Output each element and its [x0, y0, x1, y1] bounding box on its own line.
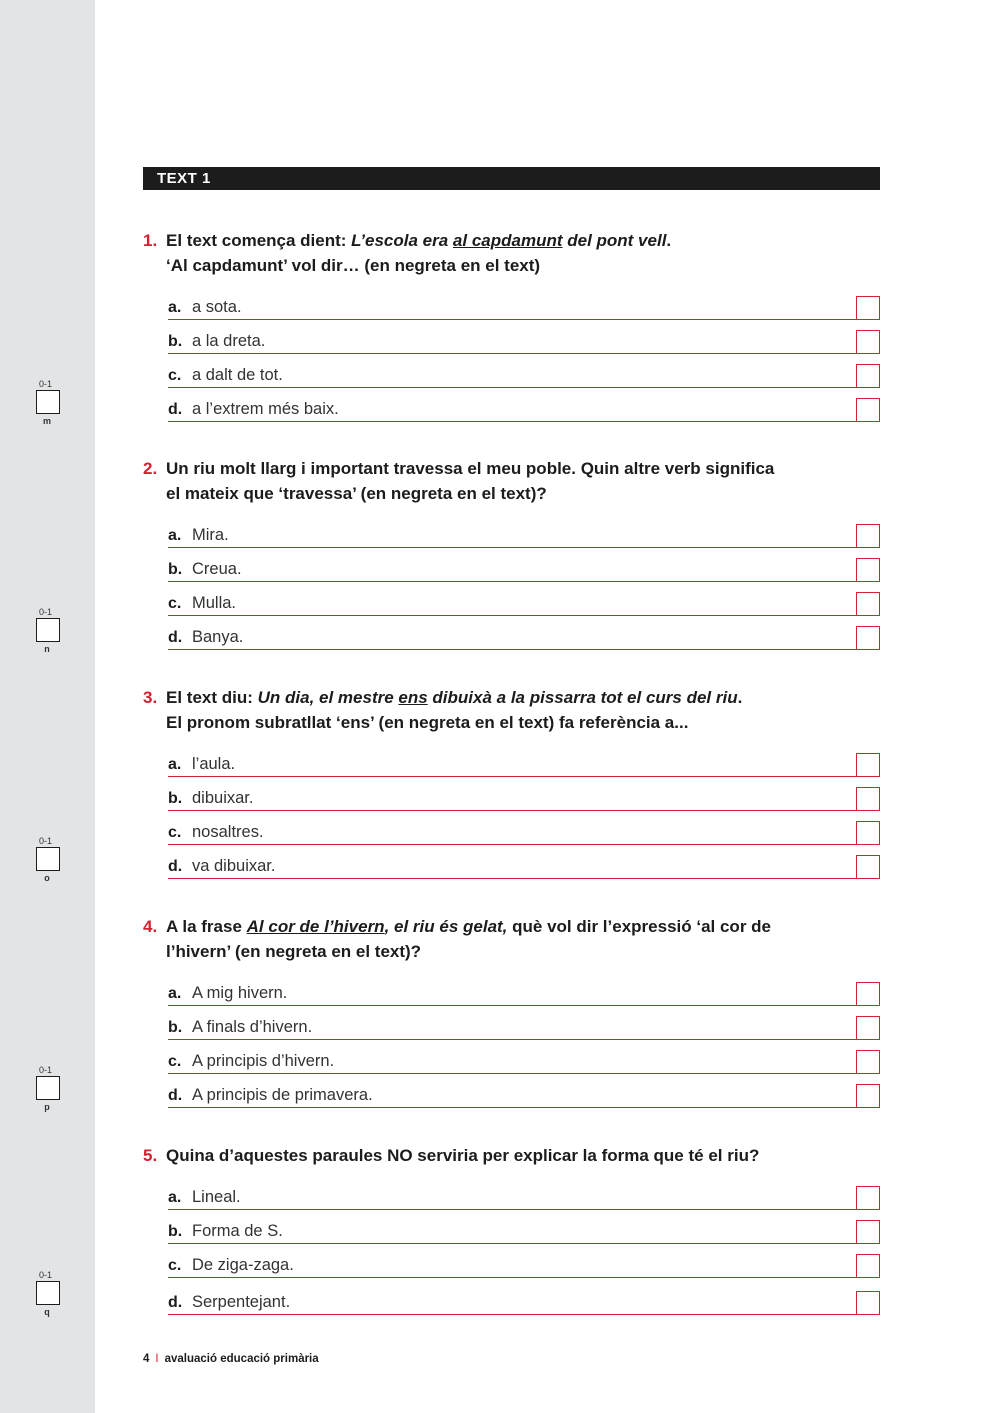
answer-checkbox[interactable]	[856, 558, 880, 582]
score-box-m	[34, 378, 62, 426]
score-code: q	[44, 1307, 50, 1317]
question-text	[143, 914, 880, 964]
option-text: A finals d’hivern.	[192, 1018, 313, 1036]
option-b	[168, 320, 880, 354]
option-c	[168, 354, 880, 388]
question-text	[143, 685, 880, 735]
answer-checkbox[interactable]	[856, 787, 880, 811]
option-letter: d.	[168, 629, 183, 646]
option-letter: b.	[168, 1019, 183, 1036]
question-text-line2: El pronom subratllat ‘ens’ (en negreta en el text) fa referència a...	[166, 713, 689, 732]
option-letter: b.	[168, 1223, 183, 1240]
page-footer	[143, 1353, 319, 1365]
score-input[interactable]	[36, 847, 60, 871]
option-a	[168, 1176, 880, 1210]
quote-text: Un dia, el mestre	[257, 688, 399, 707]
option-letter: a.	[168, 756, 182, 773]
quote-text: dibuixà a la pissarra tot el curs del riu	[427, 688, 738, 707]
answer-checkbox[interactable]	[856, 1220, 880, 1244]
score-range: 0-1	[39, 1065, 53, 1075]
option-letter: c.	[168, 1257, 182, 1274]
option-text: A principis d’hivern.	[192, 1052, 335, 1070]
question-text	[143, 228, 880, 278]
option-c	[168, 1244, 880, 1278]
option-letter: b.	[168, 561, 183, 578]
answer-checkbox[interactable]	[856, 592, 880, 616]
option-c	[168, 811, 880, 845]
option-text: De ziga-zaga.	[192, 1256, 294, 1274]
score-code: m	[42, 416, 51, 426]
option-a	[168, 743, 880, 777]
answer-checkbox[interactable]	[856, 398, 880, 422]
question-text-prefix: A la frase	[166, 917, 247, 936]
option-b	[168, 1210, 880, 1244]
answer-checkbox[interactable]	[856, 1186, 880, 1210]
question-text-suffix: .	[737, 688, 743, 707]
score-input[interactable]	[36, 1281, 60, 1305]
answer-checkbox[interactable]	[856, 753, 880, 777]
option-text: a dalt de tot.	[192, 366, 283, 384]
answer-checkbox[interactable]	[856, 1050, 880, 1074]
option-letter: a.	[168, 299, 182, 316]
option-text: A mig hivern.	[192, 984, 288, 1002]
option-text: Banya.	[192, 628, 244, 646]
option-text: a sota.	[192, 298, 242, 316]
option-text: a la dreta.	[192, 332, 266, 350]
question-text-suffix: què vol dir l’expressió ‘al cor de	[507, 917, 771, 936]
option-letter: a.	[168, 985, 182, 1002]
answer-checkbox[interactable]	[856, 364, 880, 388]
question-number: 4.	[143, 917, 158, 936]
option-d	[168, 1278, 880, 1315]
question-text-line2: ‘Al capdamunt’ vol dir… (en negreta en el text)	[166, 256, 541, 275]
answer-checkbox[interactable]	[856, 1084, 880, 1108]
answer-checkbox[interactable]	[856, 1016, 880, 1040]
score-range: 0-1	[39, 379, 53, 389]
answer-options	[143, 972, 880, 1108]
option-c	[168, 1040, 880, 1074]
score-box-o	[34, 835, 62, 883]
score-box-n	[34, 606, 62, 654]
option-a	[168, 972, 880, 1006]
option-text: dibuixar.	[192, 789, 254, 807]
score-box-q	[34, 1269, 62, 1317]
question-text-prefix: El text comença dient:	[166, 231, 352, 250]
option-text: Mira.	[192, 526, 229, 544]
quote-text: L’escola era	[351, 231, 453, 250]
score-box-p	[34, 1064, 62, 1112]
option-text: Forma de S.	[192, 1222, 283, 1240]
option-b	[168, 1006, 880, 1040]
quote-text: del pont vell	[562, 231, 667, 250]
question-number: 3.	[143, 688, 158, 707]
question-text-line1: Un riu molt llarg i important travessa el meu poble. Quin altre verb significa	[166, 459, 775, 478]
answer-checkbox[interactable]	[856, 855, 880, 879]
answer-checkbox[interactable]	[856, 330, 880, 354]
section-header: TEXT 1	[143, 167, 880, 190]
option-letter: b.	[168, 333, 183, 350]
option-letter: d.	[168, 1294, 183, 1311]
underlined-term: Al cor de l’hivern	[246, 917, 385, 936]
option-letter: a.	[168, 1189, 182, 1206]
option-letter: c.	[168, 824, 182, 841]
option-letter: c.	[168, 367, 182, 384]
question-number: 1.	[143, 231, 158, 250]
page-number: 4	[143, 1353, 150, 1365]
option-text: nosaltres.	[192, 823, 264, 841]
footer-title: avaluació educació primària	[164, 1353, 319, 1365]
option-letter: d.	[168, 1087, 183, 1104]
score-range: 0-1	[39, 1270, 53, 1280]
score-input[interactable]	[36, 390, 60, 414]
option-letter: c.	[168, 595, 182, 612]
option-text: a l’extrem més baix.	[192, 400, 339, 418]
question-text-suffix: .	[666, 231, 672, 250]
question-4	[143, 914, 880, 1108]
option-c	[168, 582, 880, 616]
option-text: va dibuixar.	[192, 857, 276, 875]
answer-checkbox[interactable]	[856, 524, 880, 548]
underlined-term: al capdamunt	[452, 231, 563, 250]
answer-options	[143, 514, 880, 650]
question-text-prefix: El text diu:	[166, 688, 258, 707]
answer-checkbox[interactable]	[856, 296, 880, 320]
option-text: Creua.	[192, 560, 242, 578]
option-letter: d.	[168, 401, 183, 418]
underlined-term: ens	[398, 688, 428, 707]
question-text-line1: Quina d’aquestes paraules NO serviria per explicar la forma que té el riu?	[166, 1146, 760, 1165]
score-range: 0-1	[39, 607, 53, 617]
question-2	[143, 456, 880, 650]
question-text-line2: el mateix que ‘travessa’ (en negreta en el text)?	[166, 484, 547, 503]
answer-options	[143, 743, 880, 879]
option-d	[168, 616, 880, 650]
question-1	[143, 228, 880, 422]
option-text: Serpentejant.	[192, 1293, 291, 1311]
option-letter: b.	[168, 790, 183, 807]
score-code: o	[44, 873, 50, 883]
question-number: 2.	[143, 459, 158, 478]
answer-options	[143, 1176, 880, 1315]
question-number: 5.	[143, 1146, 158, 1165]
answer-checkbox[interactable]	[856, 982, 880, 1006]
question-5	[143, 1143, 880, 1315]
score-margin	[0, 0, 95, 1413]
answer-options	[143, 286, 880, 422]
option-letter: c.	[168, 1053, 182, 1070]
answer-checkbox[interactable]	[856, 1291, 880, 1315]
option-a	[168, 286, 880, 320]
option-text: Mulla.	[192, 594, 237, 612]
score-code: n	[44, 644, 50, 654]
answer-checkbox[interactable]	[856, 626, 880, 650]
option-d	[168, 388, 880, 422]
question-text-line2: l’hivern’ (en negreta en el text)?	[166, 942, 422, 961]
question-3	[143, 685, 880, 879]
option-b	[168, 777, 880, 811]
question-text	[143, 1143, 880, 1168]
option-letter: a.	[168, 527, 182, 544]
option-b	[168, 548, 880, 582]
option-text: A principis de primavera.	[192, 1086, 373, 1104]
option-d	[168, 1074, 880, 1108]
score-input[interactable]	[36, 1076, 60, 1100]
option-letter: d.	[168, 858, 183, 875]
option-d	[168, 845, 880, 879]
option-text: Lineal.	[192, 1188, 241, 1206]
quote-text: , el riu és gelat,	[384, 917, 508, 936]
answer-checkbox[interactable]	[856, 1254, 880, 1278]
score-code: p	[44, 1102, 50, 1112]
score-range: 0-1	[39, 836, 53, 846]
option-a	[168, 514, 880, 548]
option-text: l’aula.	[192, 755, 236, 773]
question-text	[143, 456, 880, 506]
score-input[interactable]	[36, 618, 60, 642]
answer-checkbox[interactable]	[856, 821, 880, 845]
footer-separator: I	[155, 1353, 159, 1365]
